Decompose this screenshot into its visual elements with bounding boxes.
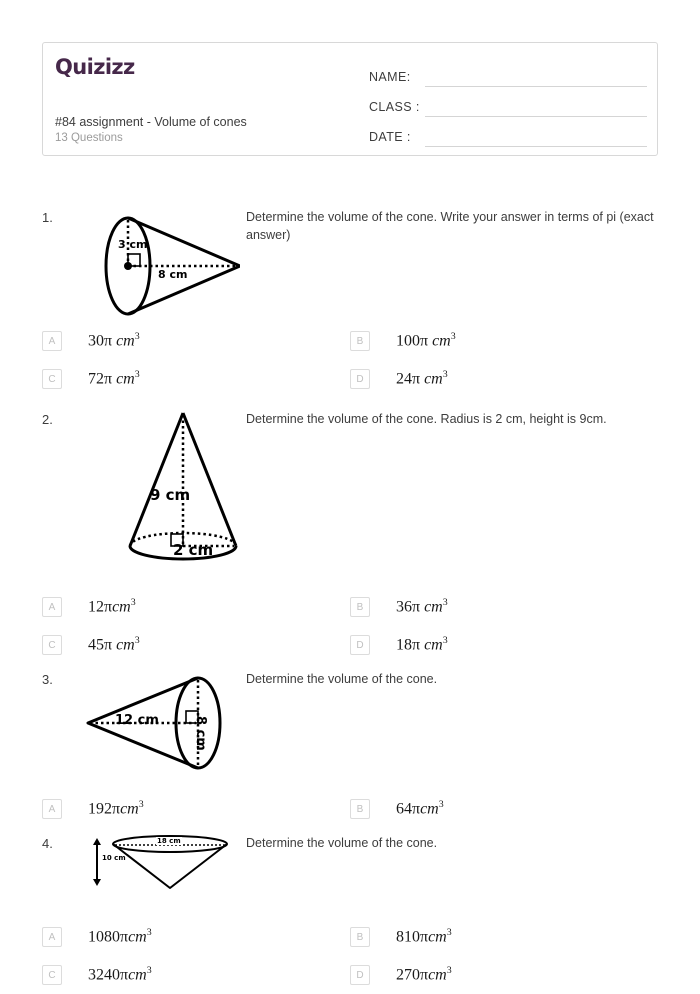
question-4 xyxy=(42,832,658,894)
option-3b-text: 64πcm$^3$ xyxy=(396,799,444,818)
option-1b[interactable] xyxy=(350,322,658,360)
option-1a-text: 30π $cm^3$ xyxy=(88,331,140,350)
option-4a-text: 1080πcm$^3$ xyxy=(88,927,152,946)
option-3a[interactable] xyxy=(42,790,350,828)
cone-4-diameter-label: 18 cm xyxy=(157,837,181,845)
option-2a-text: 12πcm$^3$ xyxy=(88,597,136,616)
option-2c-text: 45π $cm^3$ xyxy=(88,635,140,654)
date-field-row xyxy=(369,117,647,147)
class-field-label: CLASS : xyxy=(369,100,420,114)
option-4b-text: 810πcm$^3$ xyxy=(396,927,452,946)
option-3b[interactable] xyxy=(350,790,658,828)
option-4d-text: 270πcm$^3$ xyxy=(396,965,452,984)
option-3b-letter: B xyxy=(350,799,370,819)
question-3-text: Determine the volume of the cone. xyxy=(246,672,438,686)
option-1a[interactable] xyxy=(42,322,350,360)
name-field-label: NAME: xyxy=(369,70,411,84)
cone-down-diagram xyxy=(70,832,240,894)
student-info-fields xyxy=(369,57,647,147)
option-1b-letter: B xyxy=(350,331,370,351)
option-4d[interactable] xyxy=(350,956,658,994)
option-3a-letter: A xyxy=(42,799,62,819)
cone-right-diagram xyxy=(70,206,240,316)
option-4a[interactable] xyxy=(42,918,350,956)
question-1-text: Determine the volume of the cone. Write your answer in terms of pi (exact answer) xyxy=(246,210,654,243)
option-1d[interactable] xyxy=(350,360,658,398)
cone-2-height-label: 9 cm xyxy=(150,486,191,504)
worksheet-header xyxy=(42,42,658,156)
option-4c-letter: C xyxy=(42,965,62,985)
question-2 xyxy=(42,408,658,568)
option-2c[interactable] xyxy=(42,626,350,664)
cone-1-radius-label: 3 cm xyxy=(118,238,148,251)
question-4-text: Determine the volume of the cone. xyxy=(246,836,438,850)
option-4a-letter: A xyxy=(42,927,62,947)
page-title: #84 assignment - Volume of cones xyxy=(55,115,247,129)
option-4b[interactable] xyxy=(350,918,658,956)
option-2d-text: 18π $cm^3$ xyxy=(396,635,448,654)
question-count: 13 Questions xyxy=(55,132,123,145)
cone-3-radius-label: 8 cm xyxy=(193,716,208,751)
option-4b-letter: B xyxy=(350,927,370,947)
class-input-line[interactable] xyxy=(425,96,647,117)
date-input-line[interactable] xyxy=(425,126,647,147)
question-2-figure xyxy=(70,408,240,568)
cone-4-height-label: 10 cm xyxy=(102,854,126,862)
option-4d-letter: D xyxy=(350,965,370,985)
name-field-row xyxy=(369,57,647,87)
question-2-number: 2. xyxy=(42,412,53,427)
question-1-number: 1. xyxy=(42,210,53,225)
option-1c-letter: C xyxy=(42,369,62,389)
option-2b[interactable] xyxy=(350,588,658,626)
question-2-options xyxy=(42,588,658,664)
option-2d-letter: D xyxy=(350,635,370,655)
option-4c[interactable] xyxy=(42,956,350,994)
header-left-block xyxy=(55,51,355,144)
option-1d-letter: D xyxy=(350,369,370,389)
question-4-number: 4. xyxy=(42,836,53,851)
option-4c-text: 3240πcm$^3$ xyxy=(88,965,152,984)
cone-3-height-label: 12 cm xyxy=(115,713,159,728)
option-1c-text: 72π $cm^3$ xyxy=(88,369,140,388)
option-1c[interactable] xyxy=(42,360,350,398)
class-field-row xyxy=(369,87,647,117)
question-1 xyxy=(42,206,658,316)
option-1b-text: 100π $cm^3$ xyxy=(396,331,456,350)
question-3-options xyxy=(42,790,658,828)
question-4-options xyxy=(42,918,658,994)
question-3-figure xyxy=(70,668,240,778)
quizizz-logo: Quizizz xyxy=(55,55,135,79)
option-2b-letter: B xyxy=(350,597,370,617)
option-2d[interactable] xyxy=(350,626,658,664)
question-3 xyxy=(42,668,658,778)
question-3-number: 3. xyxy=(42,672,53,687)
option-2c-letter: C xyxy=(42,635,62,655)
question-1-options xyxy=(42,322,658,398)
cone-2-radius-label: 2 cm xyxy=(173,541,214,559)
cone-1-height-label: 8 cm xyxy=(158,268,188,281)
option-2b-text: 36π $cm^3$ xyxy=(396,597,448,616)
option-1d-text: 24π $cm^3$ xyxy=(396,369,448,388)
option-2a[interactable] xyxy=(42,588,350,626)
question-2-text: Determine the volume of the cone. Radius is 2 cm, height is 9cm. xyxy=(246,412,607,426)
name-input-line[interactable] xyxy=(425,66,647,87)
option-2a-letter: A xyxy=(42,597,62,617)
question-4-figure xyxy=(70,832,240,894)
question-1-figure xyxy=(70,206,240,316)
option-3a-text: 192πcm$^3$ xyxy=(88,799,144,818)
date-field-label: DATE : xyxy=(369,130,411,144)
option-1a-letter: A xyxy=(42,331,62,351)
